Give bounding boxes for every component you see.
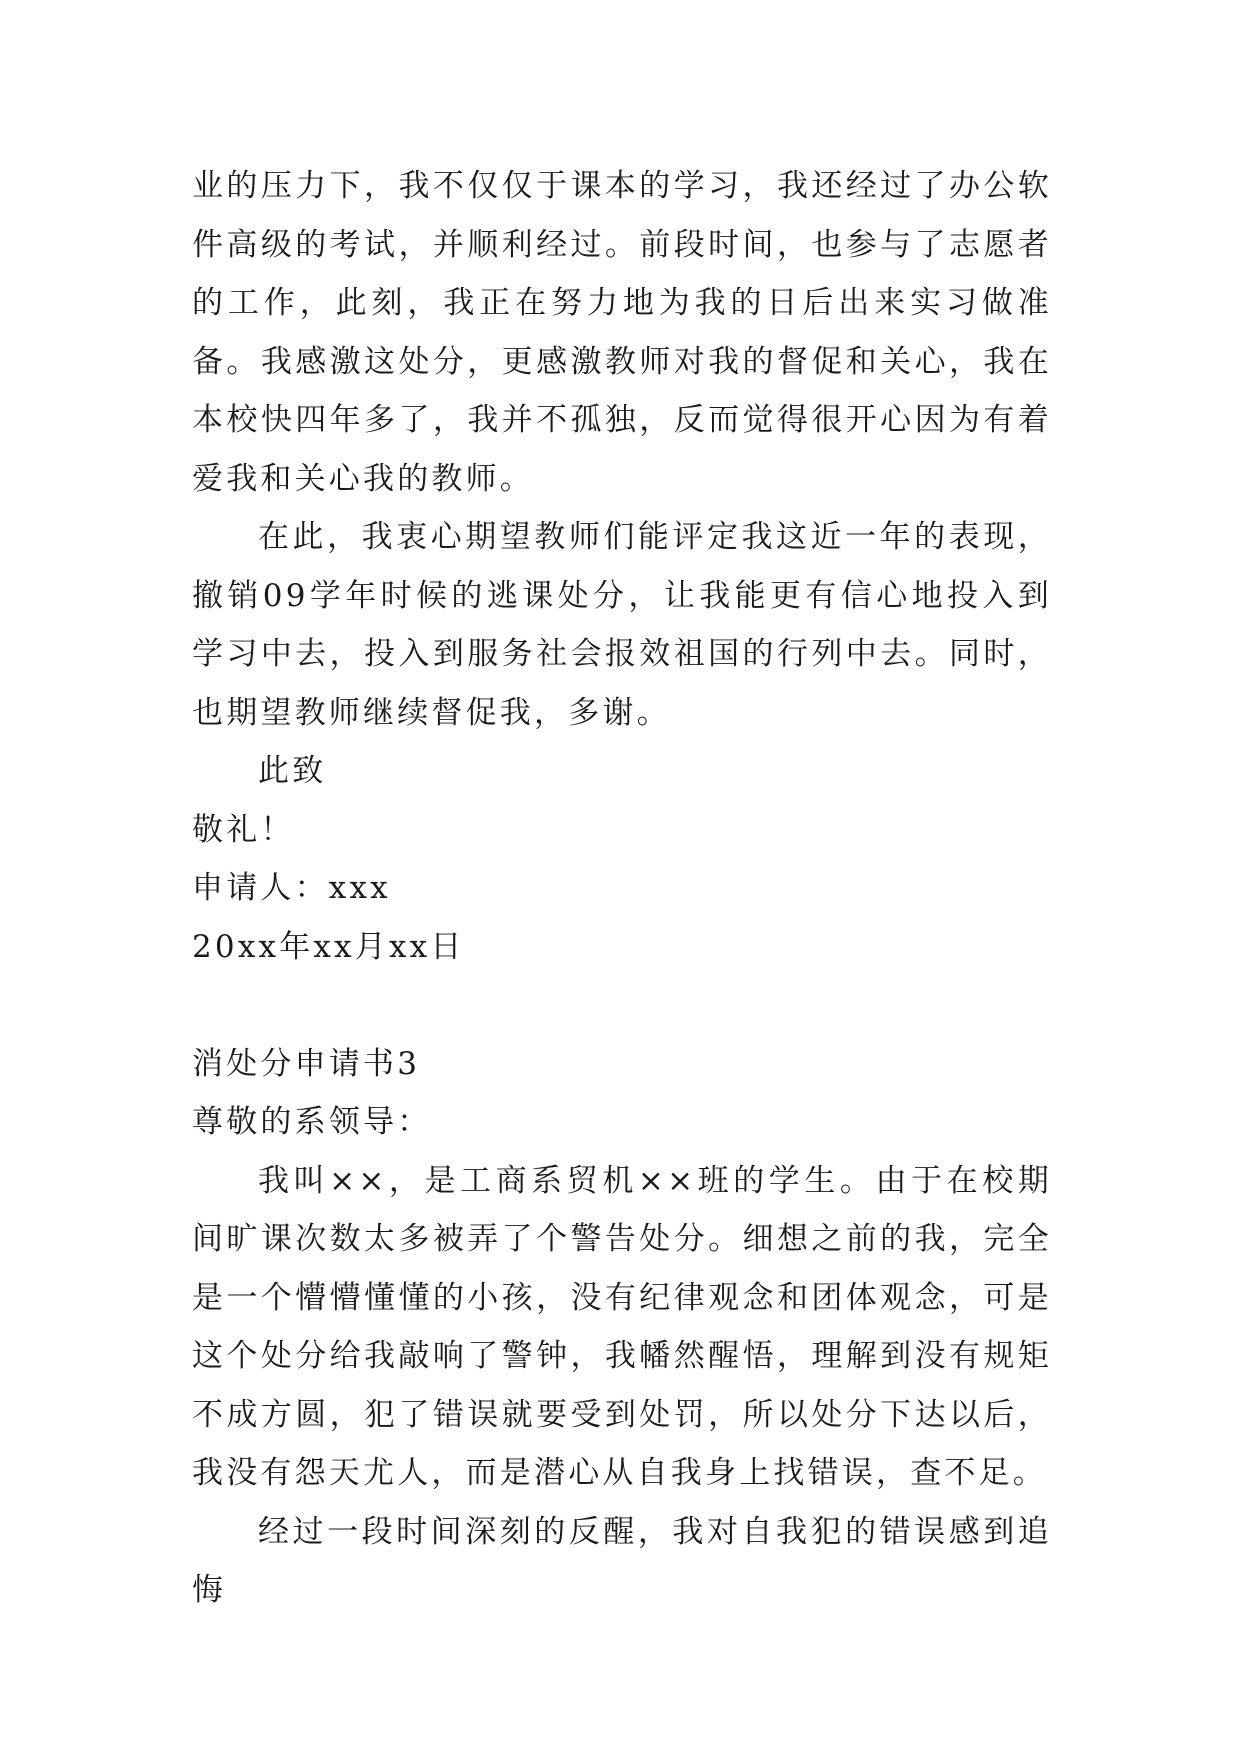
paragraph-request: 在此，我衷心期望教师们能评定我这近一年的表现，撤销09学年时候的逃课处分，让我能更有信心地投入到学习中去，投入到服务社会报效祖国的行列中去。同时，也期望教师继续督促我，多谢。	[192, 519, 1052, 731]
date-line: 20xx年xx月xx日	[192, 928, 465, 965]
closing-phrase: 此致	[258, 753, 327, 789]
paragraph-reflection: 经过一段时间深刻的反醒，我对自我犯的错误感到追悔	[192, 1513, 1052, 1608]
document-body	[192, 157, 1052, 1620]
salutation: 尊敬的系领导：	[192, 1104, 432, 1140]
applicant-line: 申请人：xxx	[192, 870, 391, 906]
paragraph-introduction: 我叫××，是工商系贸机××班的学生。由于在校期间旷课次数太多被弄了个警告处分。细想之前的我，完全是一个懵懵懂懂的小孩，没有纪律观念和团体观念，可是这个处分给我敲响了警钟，我幡然醒悟，理解到没有规矩不成方圆，犯了错误就要受到处罚，所以处分下达以后，我没有怨天尤人，而是潜心从自我身上找错误，查不足。	[192, 1162, 1052, 1491]
section-spacer	[192, 976, 1052, 1035]
section-title: 消处分申请书3	[192, 1045, 421, 1082]
closing-salute: 敬礼！	[192, 811, 295, 848]
paragraph-continuation: 业的压力下，我不仅仅于课本的学习，我还经过了办公软件高级的考试，并顺利经过。前段时间，也参与了志愿者的工作，此刻，我正在努力地为我的日后出来实习做准备。我感激这处分，更感激教师对我的督促和关心，我在本校快四年多了，我并不孤独，反而觉得很开心因为有着爱我和关心我的教师。	[192, 168, 1052, 497]
